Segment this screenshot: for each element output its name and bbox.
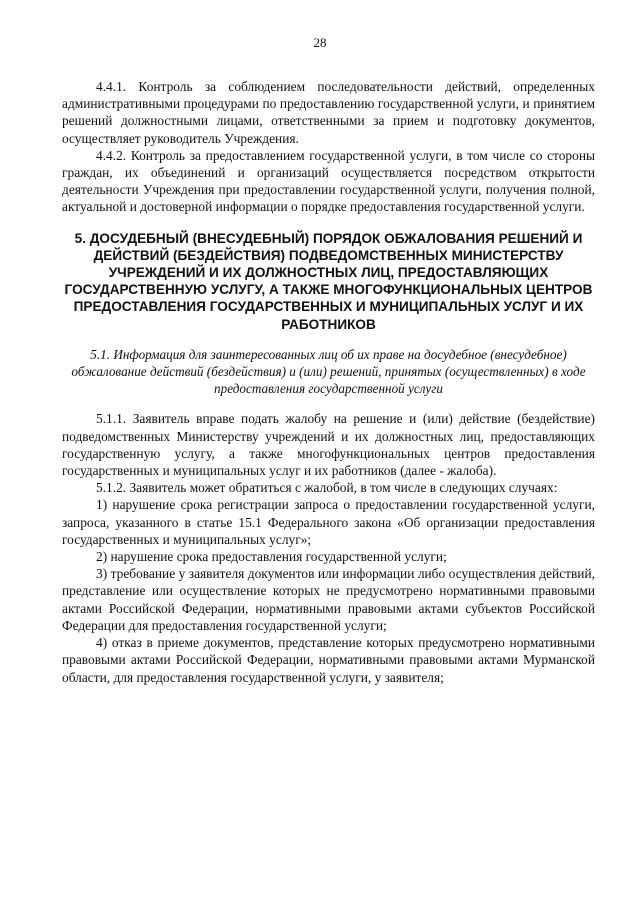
page-content (62, 78, 595, 686)
page-number: 28 (313, 35, 327, 50)
paragraph-4-4-1: 4.4.1. Контроль за соблюдением последовательности действий, определенных административными процедурами по предоставлению государственной услуги, и принятием решений должностными лицами, ответственными за прием и подготовку документов, осуществляет руководитель Учреждения. (62, 79, 595, 146)
section-5-heading: 5. ДОСУДЕБНЫЙ (ВНЕСУДЕБНЫЙ) ПОРЯДОК ОБЖАЛОВАНИЯ РЕШЕНИЙ И ДЕЙСТВИЙ (БЕЗДЕЙСТВИЯ) ПОДВЕДОМСТВЕННЫХ МИНИСТЕРСТВУ УЧРЕЖДЕНИЙ И ИХ ДОЛЖНОСТНЫХ ЛИЦ, ПРЕДОСТАВЛЯЮЩИХ ГОСУДАРСТВЕННУЮ УСЛУГУ, А ТАКЖЕ МНОГОФУНКЦИОНАЛЬНЫХ ЦЕНТРОВ ПРЕДОСТАВЛЕНИЯ ГОСУДАРСТВЕННЫХ И МУНИЦИПАЛЬНЫХ УСЛУГ И ИХ РАБОТНИКОВ (64, 230, 593, 332)
list-item-3: 3) требование у заявителя документов или информации либо осуществления действий, представление или осуществление которых не предусмотрено нормативными правовыми актами Российской Федерации, нормативными правовыми актами субъектов Российской Федерации для предоставления государственной услуги; (62, 566, 595, 633)
paragraph-4-4-2: 4.4.2. Контроль за предоставлением государственной услуги, в том числе со стороны граждан, их объединений и организаций осуществляется посредством открытости деятельности Учреждения при предоставлении государственной услуги, получения полной, актуальной и достоверной информации о порядке предоставления государственной услуги. (62, 147, 595, 215)
paragraph-5-1-1: 5.1.1. Заявитель вправе подать жалобу на решение и (или) действие (бездействие) подведомственных Министерству учреждений и их должностных лиц, предоставляющих государственную услугу, а также многофункциональных центров предоставления государственных и муниципальных услуг и их работников (далее - жалоба). (62, 411, 595, 479)
section-5-body (62, 410, 595, 685)
list-item-2: 2) нарушение срока предоставления государственной услуги; (96, 549, 447, 565)
subsection-5-1-heading: 5.1. Информация для заинтересованных лиц об их праве на досудебное (внесудебное) обжалование действий (бездействия) и (или) решений, принятых (осуществленных) в ходе предоставления государственной услуги (71, 346, 586, 397)
list-item-1: 1) нарушение срока регистрации запроса о предоставлении государственной услуги, запроса, указанного в статье 15.1 Федерального закона «Об организации предоставления государственных и муниципальных услуг»; (62, 497, 595, 547)
paragraph-5-1-2: 5.1.2. Заявитель может обратиться с жалобой, в том числе в следующих случаях: (96, 480, 558, 496)
list-item-4: 4) отказ в приеме документов, представление которых предусмотрено нормативными правовыми актами Российской Федерации, нормативными правовыми актами Мурманской области, для предоставления государственной услуги, у заявителя; (62, 635, 595, 685)
